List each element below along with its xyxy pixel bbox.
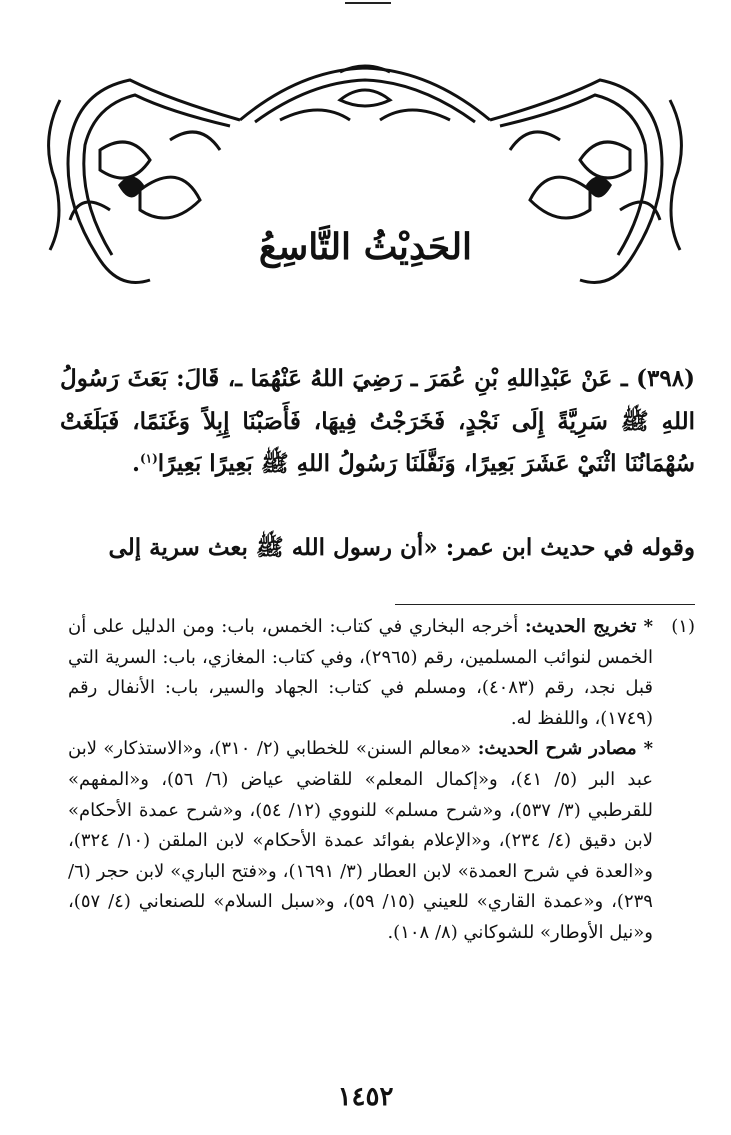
page-number: ١٤٥٢ xyxy=(337,1082,394,1112)
footnote-number: (١) xyxy=(671,616,695,637)
takhrij-label: * تخريج الحديث: xyxy=(525,616,653,637)
footnote-separator xyxy=(395,604,695,605)
sources-text: «معالم السنن» للخطابي (٢/ ٣١٠)، و«الاستذكار» لابن عبد البر (٥/ ٤١)، و«إكمال المعلم» للقاضي عياض (٦/ ٥٦)، و«المفهم» للقرطبي (٣/ ٥٣٧)، و«شرح مسلم» للنووي (١٢/ ٥٤)، و«شرح عمدة الأحكام» لابن دقيق (٤/ ٢٣٤)، و«الإعلام بفوائد عمدة الأحكام» لابن الملقن (١٠/ ٣٢٤)، و«العدة في شرح العمدة» لابن العطار (٣/ ١٦٩١)، و«فتح الباري» لابن حجر (٦/ ٢٣٩)، و«عمدة القاري» للعيني (١٥/ ٥٩)، و«سبل السلام» للصنعاني (٤/ ٥٧)، و«نيل الأوطار» للشوكاني (٨/ ١٠٨). xyxy=(68,738,653,943)
hadith-end: . xyxy=(131,450,140,478)
footnote-sources xyxy=(68,734,653,948)
footnote-takhrij xyxy=(68,612,653,734)
footnote-reference[interactable]: (١) xyxy=(139,451,158,466)
commentary-line: وقوله في حديث ابن عمر: «أن رسول الله ﷺ بعث سرية إلى xyxy=(108,534,695,561)
chapter-title: الحَدِيْثُ التَّاسِعُ xyxy=(258,226,473,268)
top-rule xyxy=(345,2,391,4)
footnotes-section xyxy=(68,612,695,949)
hadith-text-block xyxy=(60,358,695,486)
sources-label: * مصادر شرح الحديث: xyxy=(477,738,654,760)
footnote-entry xyxy=(68,612,695,949)
hadith-number: (٣٩٨) xyxy=(636,365,695,392)
takhrij-text: أخرجه البخاري في كتاب: الخمس، باب: ومن الدليل على أن الخمس لنوائب المسلمين، رقم (٢٩٦٥)، وفي كتاب: المغازي، باب: السرية التي قبل نجد، رقم (٤٠٨٣)، ومسلم في كتاب: الجهاد والسير، باب: الأنفال رقم (١٧٤٩)، واللفظ له. xyxy=(68,616,653,729)
hadith-text: ـ عَنْ عَبْدِاللهِ بْنِ عُمَرَ ـ رَضِيَ اللهُ عَنْهُمَا ـ، قَالَ: بَعَثَ رَسُولُ اللهِ ﷺ سَرِيَّةً إِلَى نَجْدٍ، فَخَرَجْتُ فِيهَا، فَأَصَبْنَا إِبِلاً وَغَنَمًا، فَبَلَغَتْ سُهْمَانُنَا اثْنَيْ عَشَرَ بَعِيرًا، وَنَفَّلَنَا رَسُولُ اللهِ ﷺ بَعِيرًا بَعِيرًا xyxy=(60,365,695,478)
